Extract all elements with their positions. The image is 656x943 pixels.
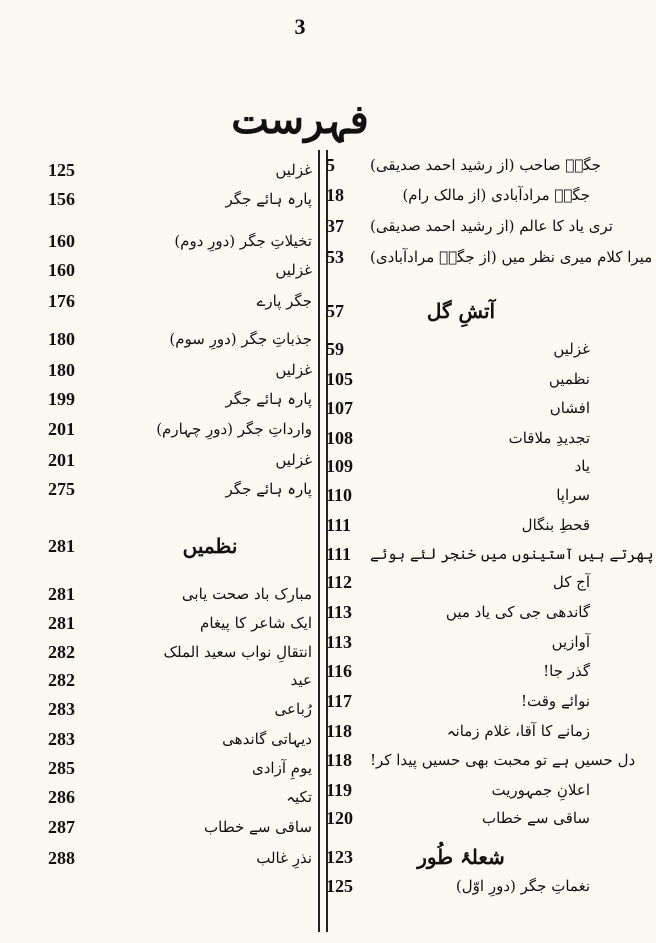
toc-title: تکیہ [286, 788, 312, 806]
toc-entry [48, 155, 314, 185]
toc-entry [48, 665, 314, 695]
toc-page-number: 180 [48, 359, 75, 380]
toc-page-number: 281 [48, 583, 75, 604]
toc-title: عید [290, 671, 312, 689]
toc-entry [48, 474, 314, 504]
toc-title: نغماتِ جگر (دورِ اوّل) [455, 877, 590, 895]
toc-section-heading: نظمیں [182, 534, 238, 558]
toc-entry [48, 579, 314, 609]
toc-section-heading: آتشِ گل [426, 299, 496, 323]
toc-title: آوازیں [551, 633, 590, 651]
toc-title: انتقالِ نواب سعید الملک [163, 643, 312, 661]
toc-entry [48, 414, 314, 444]
toc-title: ساقی سے خطاب [204, 818, 312, 836]
toc-title: سراپا [556, 486, 590, 504]
toc-page-number: 105 [326, 368, 353, 389]
toc-title: غزلیں [275, 361, 312, 379]
toc-entry [48, 184, 314, 214]
toc-page-number: 108 [326, 427, 353, 448]
toc-page-number: 57 [326, 300, 344, 321]
toc-entry [48, 445, 314, 475]
toc-title: افشاں [549, 399, 590, 417]
toc-title: جذباتِ جگر (دورِ سوم) [169, 330, 312, 348]
toc-entry [48, 694, 314, 724]
toc-title: پھرتے ہیں آستینوں میں خنجر لئے ہوئے [370, 545, 654, 563]
toc-title: پارہ ہائے جگر [225, 480, 312, 498]
toc-entry [48, 286, 314, 316]
toc-title: غزلیں [275, 261, 312, 279]
toc-page-number: 59 [326, 338, 344, 359]
toc-page-number: 283 [48, 728, 75, 749]
toc-title: نوائے وقت! [521, 692, 590, 710]
toc-entry [48, 637, 314, 667]
toc-title: میرا کلام میری نظر میں (از جگرؔ مرادآبادی) [370, 248, 653, 266]
toc-page-number: 113 [326, 601, 353, 622]
toc-page-number: 123 [326, 846, 353, 867]
toc-title: قحطِ بنگال [521, 516, 590, 534]
toc-entry [48, 226, 314, 256]
toc-title: یومِ آزادی [252, 759, 312, 777]
toc-entry [48, 753, 314, 783]
toc-page-number: 283 [48, 698, 75, 719]
toc-entry [48, 255, 314, 285]
toc-entry [48, 782, 314, 812]
toc-page-number: 107 [326, 397, 353, 418]
toc-section-heading: شعلۂ طُور [417, 845, 505, 869]
toc-page-number: 176 [48, 290, 75, 311]
toc-page-number: 111 [326, 543, 352, 564]
toc-title: غزلیں [553, 340, 590, 358]
toc-page-number: 156 [48, 188, 75, 209]
toc-page-number: 180 [48, 328, 75, 349]
toc-entry [48, 355, 314, 385]
toc-page-number: 282 [48, 641, 75, 662]
page-title: فہرست [231, 96, 369, 143]
toc-entry [48, 531, 314, 561]
toc-page-number: 201 [48, 418, 75, 439]
toc-title: ایک شاعر کا پیغام [200, 614, 312, 632]
toc-page-number: 109 [326, 455, 353, 476]
toc-page-number: 286 [48, 786, 75, 807]
toc-entry [48, 608, 314, 638]
toc-page-number: 53 [326, 246, 344, 267]
toc-title: تری یاد کا عالم (از رشید احمد صدیقی) [370, 217, 613, 235]
toc-page-number: 112 [326, 571, 353, 592]
toc-title: تجدیدِ ملاقات [508, 429, 590, 447]
toc-page-number: 125 [326, 875, 353, 896]
toc-page-number: 118 [326, 749, 353, 770]
toc-entry [48, 724, 314, 754]
toc-page-number: 111 [326, 514, 352, 535]
toc-page-number: 113 [326, 631, 353, 652]
toc-title: گذر جا! [543, 662, 590, 680]
toc-title: وارداتِ جگر (دورِ چہارم) [156, 420, 312, 438]
toc-title: ساقی سے خطاب [482, 809, 590, 827]
toc-entry [48, 324, 314, 354]
toc-title: تخیلاتِ جگر (دورِ دوم) [174, 232, 312, 250]
toc-page-number: 281 [48, 612, 75, 633]
toc-title: دل حسیں ہے تو محبت بھی حسیں پیدا کر! [370, 751, 636, 769]
toc-page-number: 160 [48, 230, 75, 251]
toc-page-number: 288 [48, 847, 75, 868]
toc-page-number: 125 [48, 159, 75, 180]
toc-page-number: 120 [326, 807, 353, 828]
toc-page-number: 201 [48, 449, 75, 470]
toc-page-number: 287 [48, 816, 75, 837]
toc-page-number: 275 [48, 478, 75, 499]
toc-page-number: 199 [48, 388, 75, 409]
toc-title: غزلیں [275, 451, 312, 469]
toc-title: مبارک باد صحت یابی [181, 585, 312, 603]
toc-title: غزلیں [275, 161, 312, 179]
toc-page-number: 116 [326, 660, 353, 681]
toc-page-number: 117 [326, 690, 353, 711]
toc-title: نظمیں [548, 370, 590, 388]
toc-title: جگر پارے [256, 292, 312, 310]
toc-title: جگرؔ مرادآبادی (از مالک رام) [402, 186, 590, 204]
toc-title: پارہ ہائے جگر [225, 390, 312, 408]
toc-title: دیہاتی گاندھی [222, 730, 312, 748]
toc-title: اعلانِ جمہوریت [491, 781, 590, 799]
toc-title: نذرِ غالب [256, 849, 312, 867]
toc-page-number: 118 [326, 720, 353, 741]
toc-title: رُباعی [274, 700, 312, 718]
toc-title: جگرؔ صاحب (از رشید احمد صدیقی) [370, 156, 601, 174]
toc-title: گاندھی جی کی یاد میں [445, 603, 590, 621]
toc-page-number: 110 [326, 484, 353, 505]
toc-page-number: 119 [326, 779, 353, 800]
toc-entry [48, 843, 314, 873]
toc-page-number: 18 [326, 184, 344, 205]
toc-page-number: 37 [326, 215, 344, 236]
toc-entry [48, 384, 314, 414]
toc-page-number: 285 [48, 757, 75, 778]
toc-page-number: 281 [48, 535, 75, 556]
toc-title: زمانے کا آقا، غلام زمانہ [446, 722, 590, 740]
toc-title: آج کل [552, 573, 590, 591]
toc-title: یاد [574, 457, 590, 475]
toc-page-number: 160 [48, 259, 75, 280]
toc-title: پارہ ہائے جگر [225, 190, 312, 208]
page-number: 3 [294, 14, 306, 39]
toc-entry [48, 812, 314, 842]
toc-page-number: 5 [326, 154, 335, 175]
toc-page-number: 282 [48, 669, 75, 690]
